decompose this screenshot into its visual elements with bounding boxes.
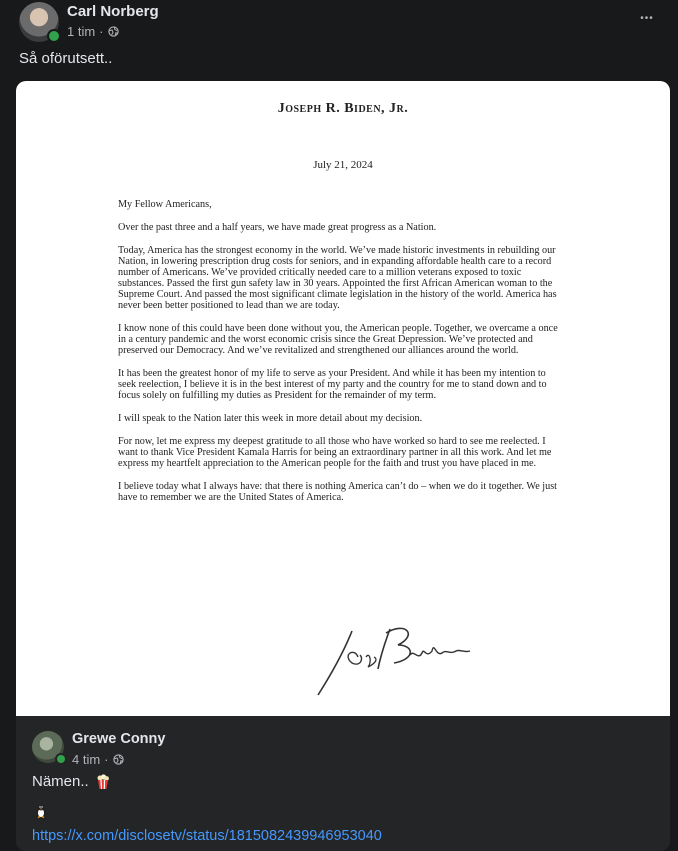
more-dots-icon: ••• [640,12,654,24]
post-header [0,0,678,46]
comment-link[interactable]: https://x.com/disclosetv/status/1815082439946953040 [32,828,382,844]
letter-paragraph: I will speak to the Nation later this week in more detail about my decision. [118,413,423,424]
globe-icon[interactable] [113,754,124,765]
post-timestamp[interactable]: 1 tim [67,24,96,39]
globe-icon[interactable] [108,26,119,37]
popcorn-icon [96,774,110,790]
post-author-name[interactable]: Carl Norberg [67,3,159,20]
penguin-icon [35,804,47,818]
online-status-icon [55,753,67,765]
letter-body [118,199,566,515]
letter-paragraph: I believe today what I always have: that there is nothing America can’t do – when we do it together. We just have to remember we are the United States of America. [118,481,558,503]
letter-paragraph: Today, America has the strongest economy in the world. We’ve made historic investments in rebuilding our Nation, in lowering prescription drug costs for seniors, and in expanding affordable health care to a record number of Americans. We’ve provided critically needed care to a million veterans exposed to toxic substances. Passed the first gun safety law in 30 years. Appointed the first African American woman to the Supreme Court. And passed the most significant climate legislation in the history of the world. America has never been better positioned to lead than we are today. [118,245,557,311]
comment-text: Nämen.. [32,773,89,790]
letter-paragraph: Over the past three and a half years, we have made great progress as a Nation. [118,222,437,233]
signature-image [314,611,474,701]
comment-timestamp[interactable]: 4 tim [72,752,101,767]
more-options-button[interactable] [632,8,662,28]
letter-image[interactable] [16,81,670,716]
letter-date: July 21, 2024 [313,159,373,171]
comment-author-name[interactable]: Grewe Conny [72,731,166,747]
online-status-icon [47,29,61,43]
meta-separator: · [104,752,109,767]
letter-paragraph: I know none of this could have been done without you, the American people. Together, we overcame a once in a century pandemic and the worst economic crisis since the Great Depression. We’ve protected and preserved our Democracy. And we’ve revitalized and strengthened our alliances around the world. [118,323,558,356]
post-meta [67,24,119,39]
commenter-avatar[interactable] [32,731,64,763]
comment-meta [72,752,124,767]
post-media-card[interactable] [16,81,670,851]
author-avatar[interactable] [19,2,59,42]
letter-paragraph: For now, let me express my deepest gratitude to all those who have worked so hard to see me reelected. I want to thank Vice President Kamala Harris for being an extraordinary partner in all this work. And let me express my heartfelt appreciation to the American people for the faith and trust you have placed in me. [118,436,552,469]
meta-separator: · [99,24,104,39]
comment-text-line [32,773,110,790]
letter-salutation: My Fellow Americans, [118,199,212,210]
post-text: Så oförutsett.. [19,50,113,67]
letterhead: Joseph R. Biden, Jr. [277,101,409,116]
letter-paragraph: It has been the greatest honor of my life to serve as your President. And while it has been my intention to seek reelection, I believe it is in the best interest of my party and the country for me to stand down and to focus solely on fulfilling my duties as President for the remainder of my term. [118,368,547,401]
